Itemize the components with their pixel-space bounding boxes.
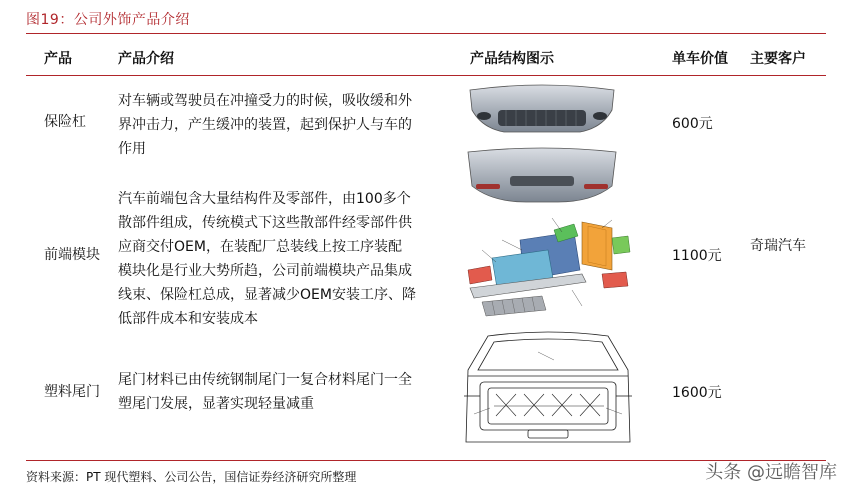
intro-line: 汽车前端包含大量结构件及零部件，由100多个 [118,191,411,207]
intro-line: 模块化是行业大势所趋，公司前端模块产品集成 [118,263,412,279]
intro-line: 尾门材料已由传统钢制尾门一复合材料尾门一全 [118,372,412,388]
row-product-front-end: 前端模块 [44,247,100,263]
row-value-tailgate: 1600元 [672,385,722,401]
row-intro-bumper [118,89,433,161]
header-customer: 主要客户 [750,51,806,67]
figure-title: 图19：公司外饰产品介绍 [26,12,190,28]
source-note: 资料来源：PT 现代塑料、公司公告，国信证券经济研究所整理 [26,470,357,484]
top-rule [26,33,826,34]
row-intro-tailgate [118,368,433,416]
row-product-tailgate: 塑料尾门 [44,384,100,400]
header-product: 产品 [44,51,72,67]
watermark: 头条 @远瞻智库 [705,462,837,483]
intro-line: 应商交付OEM，在装配厂总装线上按工序装配 [118,239,402,255]
row-value-front-end: 1100元 [672,248,722,264]
header-value: 单车价值 [672,51,728,67]
row-customer-front-end: 奇瑞汽车 [750,238,806,254]
row-intro-front-end [118,187,433,331]
front-end-module-image [462,210,637,325]
intro-line: 对车辆或驾驶员在冲撞受力的时候，吸收缓和外 [118,93,412,109]
header-intro: 产品介绍 [118,51,174,67]
intro-line: 低部件成本和安装成本 [118,311,258,327]
intro-line: 散部件组成，传统模式下这些散部件经零部件供 [118,215,412,231]
row-value-bumper: 600元 [672,116,713,132]
intro-line: 线束、保险杠总成，显著减少OEM安装工序、降 [118,287,416,303]
row-product-bumper: 保险杠 [44,114,86,130]
bumper-image [462,80,622,208]
intro-line: 界冲击力，产生缓冲的装置，起到保护人与车的 [118,117,412,133]
tailgate-image [458,330,638,452]
header-diagram: 产品结构图示 [470,51,554,67]
intro-line: 作用 [118,141,146,157]
intro-line: 塑尾门发展，显著实现轻量减重 [118,396,314,412]
header-rule [26,75,826,76]
